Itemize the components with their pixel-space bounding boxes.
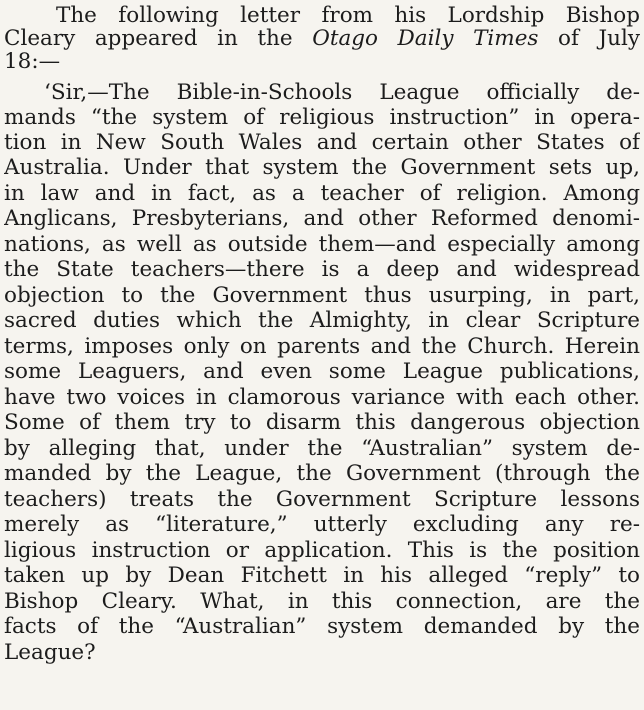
intro-text-after-masthead: of July [538,26,640,51]
letter-line-22: facts of the “Australian” system demanded by the [4,614,640,639]
letter-line-10: sacred duties which the Almighty, in clear Scripture [4,308,640,333]
letter-line-9: objection to the Government thus usurping, in part, [4,283,640,308]
letter-line-15: by alleging that, under the “Australian” system de- [4,436,640,461]
letter-line-19: ligious instruction or application. This is the position [4,538,640,563]
letter-line-12: some Leaguers, and even some League publications, [4,359,640,384]
newspaper-masthead-title: Otago Daily Times [312,26,539,51]
letter-line-18: merely as “literature,” utterly excluding any re- [4,512,640,537]
newspaper-clipping [4,2,640,708]
letter-line-23: League? [4,640,96,665]
letter-line-3: tion in New South Wales and certain other States of [4,130,640,155]
letter-line-11: terms, imposes only on parents and the Church. Herein [4,334,640,359]
letter-line-16: manded by the League, the Government (through the [4,461,640,486]
letter-line-1: ‘Sir,—The Bible-in-Schools League officially de- [44,80,640,105]
letter-line-21: Bishop Cleary. What, in this connection, are the [4,589,640,614]
letter-line-17: teachers) treats the Government Scripture lessons [4,487,640,512]
letter-line-5: in law and in fact, as a teacher of religion. Among [4,181,640,206]
letter-line-2: mands “the system of religious instruction” in opera- [4,105,640,130]
letter-line-13: have two voices in clamorous variance with each other. [4,385,640,410]
letter-line-14: Some of them try to disarm this dangerous objection [4,410,640,435]
letter-line-6: Anglicans, Presbyterians, and other Reformed denomi- [4,206,640,231]
letter-line-7: nations, as well as outside them—and especially among [4,232,640,257]
letter-line-20: taken up by Dean Fitchett in his alleged “reply” to [4,563,640,588]
letter-line-4: Australia. Under that system the Government sets up, [4,155,640,180]
intro-text-before-masthead: Cleary appeared in the [4,26,313,51]
intro-line-3: 18:— [4,49,61,74]
letter-line-8: the State teachers—there is a deep and widespread [4,257,640,282]
intro-line-1: The following letter from his Lordship Bishop [56,3,640,28]
